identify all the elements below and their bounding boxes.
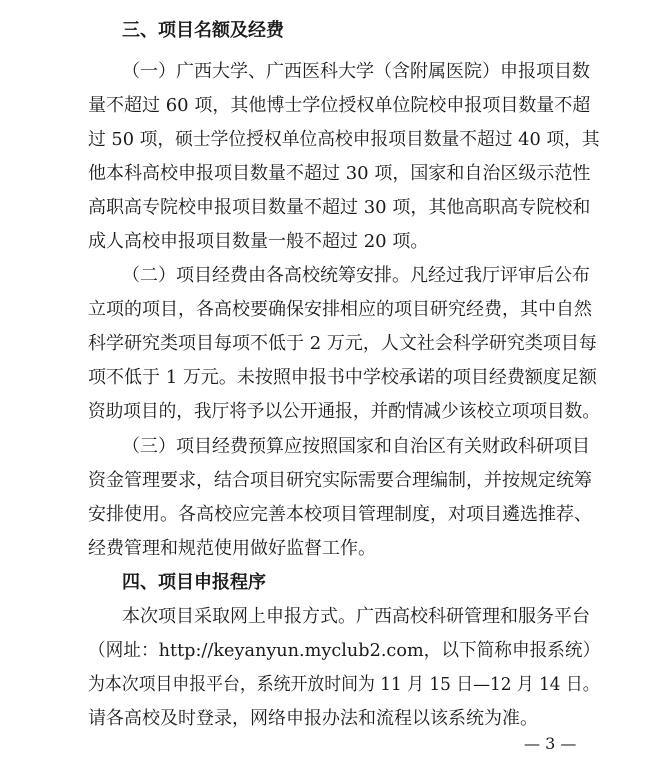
- paragraph-line: 为本次项目申报平台，系统开放时间为 11 月 15 日—12 月 14 日。: [88, 674, 600, 695]
- section-4-heading: 四、项目申报程序: [122, 572, 266, 593]
- paragraph-line: （三）项目经费预算应按照国家和自治区有关财政科研项目: [122, 436, 590, 457]
- page-number: — 3 —: [524, 734, 577, 753]
- paragraph-line: 科学研究类项目每项不低于 2 万元，人文社会科学研究类项目每: [88, 333, 597, 354]
- paragraph-line: 安排使用。各高校应完善本校项目管理制度，对项目遴选推荐、: [88, 504, 592, 525]
- paragraph-line: 资助项目的，我厅将予以公开通报，并酌情减少该校立项项目数。: [88, 401, 600, 422]
- paragraph-line: （二）项目经费由各高校统筹安排。凡经过我厅评审后公布: [122, 265, 590, 286]
- paragraph-line: 过 50 项，硕士学位授权单位高校申报项目数量不超过 40 项，其: [88, 129, 600, 150]
- paragraph-line: 资金管理要求，结合项目研究实际需要合理编制，并按规定统筹: [88, 470, 592, 491]
- paragraph-line: 成人高校申报项目数量一般不超过 20 项。: [88, 231, 429, 252]
- paragraph-line: 高职高专院校申报项目数量不超过 30 项，其他高职高专院校和: [88, 197, 591, 218]
- paragraph-line: 经费管理和规范使用做好监督工作。: [88, 538, 376, 559]
- paragraph-line: 量不超过 60 项，其他博士学位授权单位院校申报项目数量不超: [88, 95, 591, 116]
- paragraph-line: 他本科高校申报项目数量不超过 30 项，国家和自治区级示范性: [88, 163, 591, 184]
- paragraph-line: 立项的项目，各高校要确保安排相应的项目研究经费，其中自然: [88, 299, 592, 320]
- paragraph-line: 本次项目采取网上申报方式。广西高校科研管理和服务平台: [122, 606, 590, 627]
- paragraph-line: （一）广西大学、广西医科大学（含附属医院）申报项目数: [122, 61, 590, 82]
- paragraph-line: 请各高校及时登录，网络申报办法和流程以该系统为准。: [88, 708, 538, 729]
- paragraph-line: 项不低于 1 万元。未按照申报书中学校承诺的项目经费额度足额: [88, 367, 597, 388]
- paragraph-line: （网址：http://keyanyun.myclub2.com，以下简称申报系统）: [88, 640, 601, 661]
- section-3-heading: 三、项目名额及经费: [122, 20, 284, 41]
